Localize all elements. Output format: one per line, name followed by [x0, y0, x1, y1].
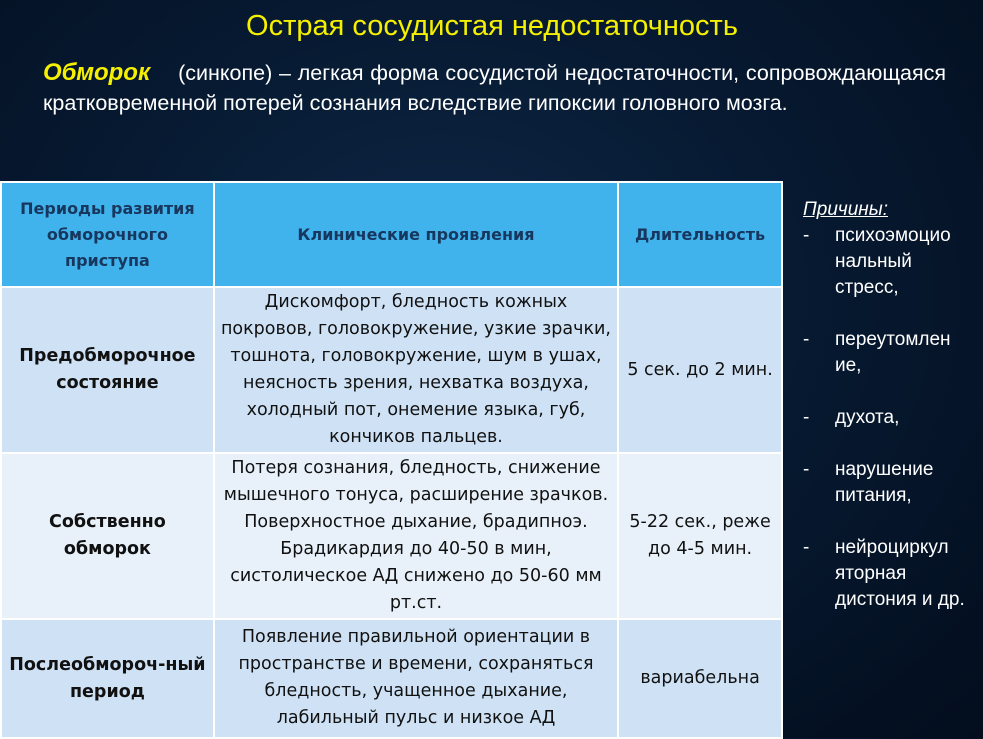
row-clinical: Появление правильной ориентации в пространстве и времени, сохраняться бледность, учащенное дыхание, лабильный пульс и низкое АД — [214, 619, 618, 738]
dash-bullet: - — [803, 225, 810, 246]
row-period: Послеобмороч-ный период — [1, 619, 214, 738]
cause-text: переутомлен ие, — [835, 329, 951, 376]
row-duration: 5-22 сек., реже до 4-5 мин. — [618, 453, 782, 619]
list-item — [803, 457, 978, 509]
row-duration: вариабельна — [618, 619, 782, 738]
slide-title: Острая сосудистая недостаточность — [246, 10, 738, 42]
definition-text: (синкопе) – легкая форма сосудистой недостаточности, сопровождающаяся кратковременной потерей сознания вследствие гипоксии головного мозга. — [43, 61, 946, 115]
causes-list — [803, 223, 978, 613]
table-header-row — [1, 182, 782, 287]
dash-bullet: - — [803, 537, 810, 558]
header-period: Периоды развития обморочного приступа — [1, 182, 214, 287]
definition-paragraph — [43, 58, 946, 118]
header-clinical: Клинические проявления — [214, 182, 618, 287]
table-row — [1, 619, 782, 738]
dash-bullet: - — [803, 459, 810, 480]
definition-term: Обморок — [43, 59, 151, 86]
row-period: Собственно обморок — [1, 453, 214, 619]
syncope-periods-table — [0, 181, 783, 739]
cause-text: психоэмоцио нальный стресс, — [835, 225, 951, 298]
table-row — [1, 287, 782, 453]
list-item — [803, 327, 978, 379]
list-item — [803, 223, 978, 301]
cause-text: нейроциркул яторная дистония и др. — [835, 537, 965, 610]
list-item — [803, 405, 978, 431]
dash-bullet: - — [803, 329, 810, 350]
causes-panel — [803, 197, 978, 639]
header-duration: Длительность — [618, 182, 782, 287]
row-clinical: Потеря сознания, бледность, снижение мышечного тонуса, расширение зрачков. Поверхностное дыхание, брадипноэ. Брадикардия до 40-50 в мин, систолическое АД снижено до 50-60 мм рт.ст. — [214, 453, 618, 619]
row-period: Предобморочное состояние — [1, 287, 214, 453]
dash-bullet: - — [803, 407, 810, 428]
row-clinical: Дискомфорт, бледность кожных покровов, головокружение, узкие зрачки, тошнота, головокружение, шум в ушах, неясность зрения, нехватка воздуха, холодный пот, онемение языка, губ, кончиков пальцев. — [214, 287, 618, 453]
table-row — [1, 453, 782, 619]
list-item — [803, 535, 978, 613]
cause-text: духота, — [835, 407, 900, 428]
causes-title: Причины: — [803, 199, 889, 220]
row-duration: 5 сек. до 2 мин. — [618, 287, 782, 453]
cause-text: нарушение питания, — [835, 459, 934, 506]
